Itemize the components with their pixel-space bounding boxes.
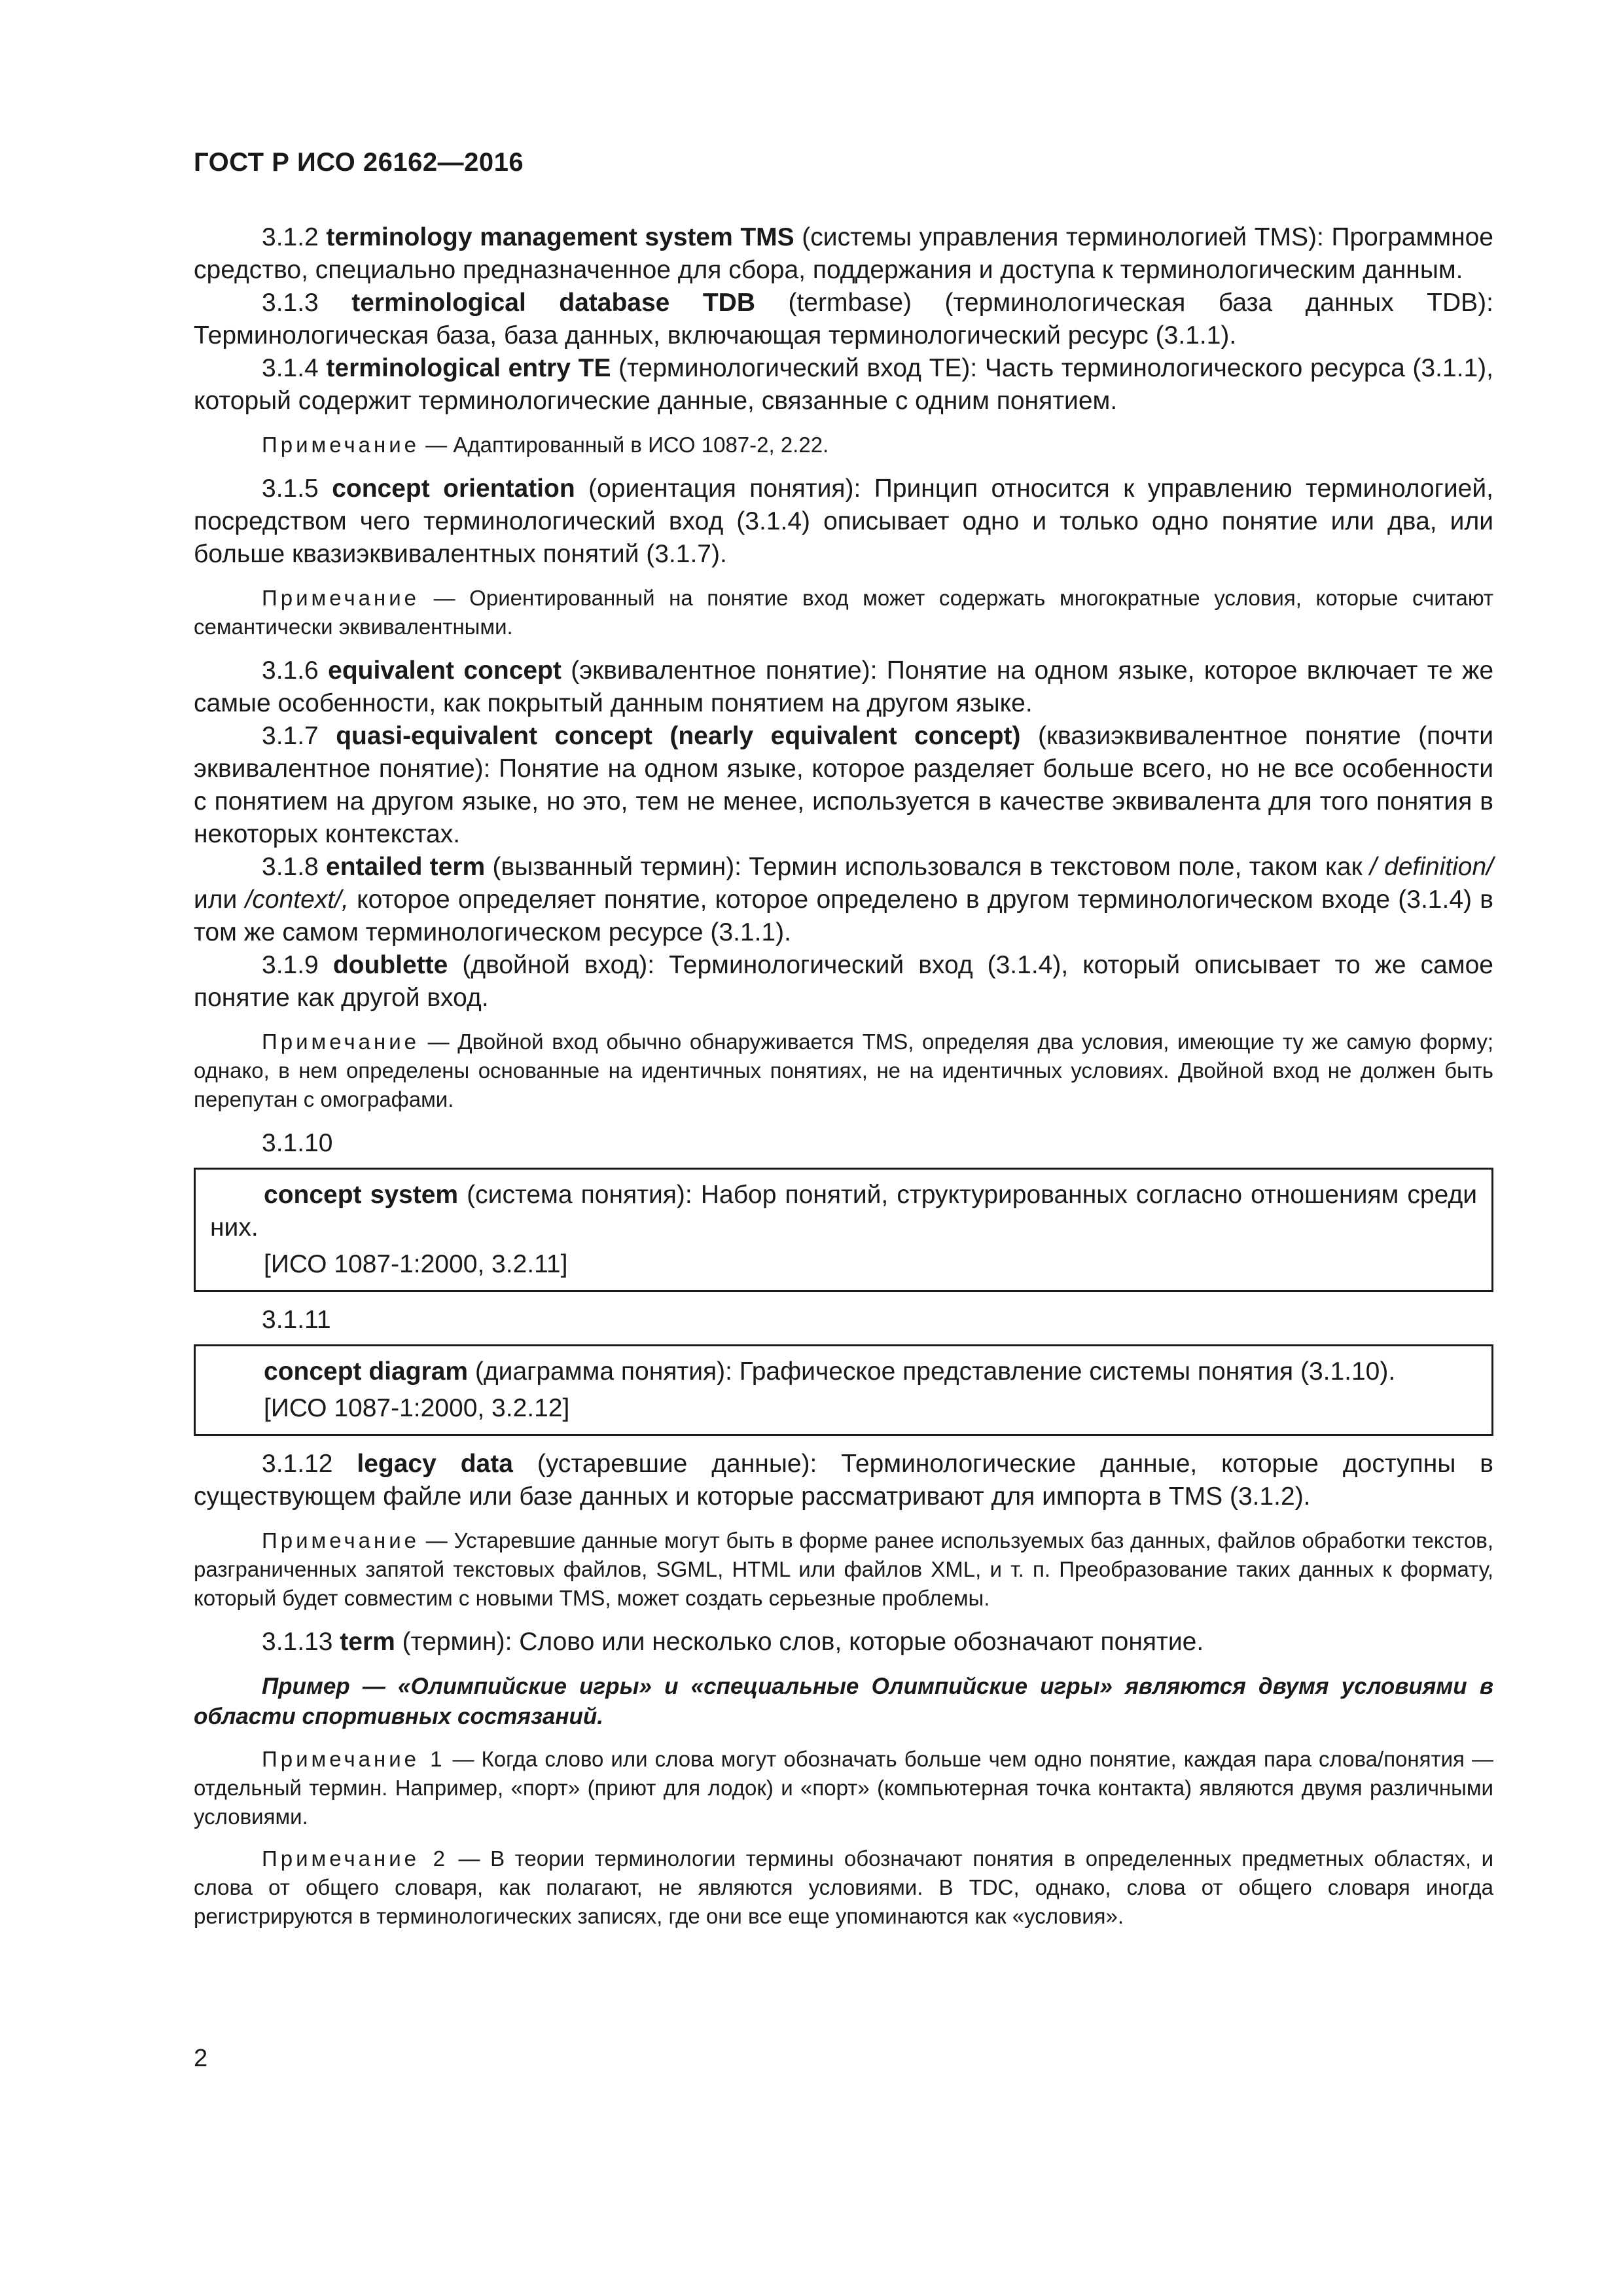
entry-definition: (ориентация понятия): Принцип относится к управлению терминологией, посредством чего терминологический вход (3.1.4) описывает одно и только одно понятие или два, или больше квазиэквивалентных понятий (3.1.7). [194,475,1493,568]
entry-definition-part: или [194,886,245,914]
note-label: Примечание [262,1030,420,1054]
note-text: — Устаревшие данные могут быть в форме ранее используемых баз данных, файлов обработки текстов, разграниченных запятой текстовых файлов, SGML, HTML или файлов XML, и т. п. Преобразование таких данных к формату, который будет совместим с новыми TMS, может создать серьезные проблемы. [194,1528,1493,1610]
entry-3-1-6 [194,655,1493,720]
entry-definition: (системы управления терминологией TMS): Программное средство, специально предназначенное для сбора, поддержания и доступа к терминологическим данным. [194,223,1493,284]
entry-definition: (система понятия): Набор понятий, структурированных согласно отношениям среди них. [210,1181,1477,1242]
entry-definition-part: (вызванный термин): Термин использовался в текстовом поле, таком как [485,853,1370,881]
entry-term: doublette [332,951,448,979]
entry-term: terminological entry TE [326,354,611,382]
entry-term: equivalent concept [328,656,562,685]
note-3-1-5 [194,584,1493,641]
boxed-entry-3-1-10 [194,1168,1493,1292]
note-1-3-1-13 [194,1745,1493,1831]
boxed-definition [210,1355,1477,1388]
entry-3-1-3 [194,287,1493,352]
entry-definition: (эквивалентное понятие): Понятие на одном языке, которое включает те же самые особенности, как покрытый данным понятием на другом языке. [194,656,1494,717]
boxed-entry-3-1-11 [194,1344,1493,1436]
note-2-3-1-13 [194,1844,1493,1931]
entry-number: 3.1.13 [262,1628,333,1656]
entry-definition: (устаревшие данные): Терминологические данные, которые доступны в существующем файле или базе данных и которые рассматривают для импорта в TMS (3.1.2). [194,1450,1494,1511]
entry-term: terminology management system TMS [326,223,794,251]
entry-3-1-4 [194,352,1493,418]
entry-number: 3.1.7 [262,722,319,750]
entry-term: term [340,1628,395,1656]
entry-number: 3.1.9 [262,951,319,979]
boxed-definition [210,1179,1477,1244]
page-number: 2 [194,2045,208,2072]
entry-term: concept orientation [332,475,575,503]
note-label: Примечание [262,586,420,610]
entry-number-3-1-11: 3.1.11 [262,1306,331,1334]
note-text: — В теории терминологии термины обозначают понятия в определенных предметных областях, и слова от общего словаря, как полагают, не являются условиями. В TDC, однако, слова от общего словаря иногда регистрируются в терминологических записях, где они все еще упоминаются как «условия». [194,1846,1493,1928]
entry-definition: (квазиэквивалентное понятие (почти эквивалентное понятие): Понятие на одном языке, которое разделяет больше всего, но не все особенности с понятием на другом языке, но это, тем не менее, используется в качестве эквивалента для того понятия в некоторых контекстах. [194,722,1493,848]
entry-italic-field: /context/, [245,886,349,914]
note-text: — Адаптированный в ИСО 1087-2, 2.22. [419,433,829,457]
entry-definition: (терминологический вход TE): Часть терминологического ресурса (3.1.1), который содержит терминологические данные, связанные с одним понятием. [194,354,1493,415]
entry-term: legacy data [357,1450,513,1478]
entry-number: 3.1.12 [262,1450,333,1478]
entry-3-1-13 [194,1626,1493,1659]
entry-3-1-5 [194,473,1493,571]
page-content [194,221,1493,1944]
note-3-1-4 [194,431,1493,459]
note-label: Примечание [262,433,420,457]
entry-number-3-1-10: 3.1.10 [262,1129,333,1157]
entry-3-1-8 [194,851,1493,949]
entry-definition-part: которое определяет понятие, которое определено в другом терминологическом входе (3.1.4) в том же самом терминологическом ресурсе (3.1.1). [194,886,1493,946]
entry-number: 3.1.8 [262,853,319,881]
note-text: — Двойной вход обычно обнаруживается TMS, определяя два условия, имеющие ту же самую форму; однако, в нем определены основанные на идентичных понятиях, не на идентичных условиях. Двойной вход не должен быть перепутан с омографами. [194,1030,1493,1111]
entry-number: 3.1.2 [262,223,319,251]
entry-term: quasi-equivalent concept (nearly equivalent concept) [336,722,1021,750]
note-label: Примечание 1 [262,1747,446,1771]
entry-definition: (двойной вход): Терминологический вход (3.1.4), который описывает то же самое понятие как другой вход. [194,951,1493,1012]
example-3-1-13: Пример — «Олимпийские игры» и «специальные Олимпийские игры» являются двумя условиями в области спортивных состязаний. [194,1674,1493,1729]
entry-term: entailed term [326,853,486,881]
entry-italic-field: / definition/ [1369,853,1493,881]
entry-number: 3.1.6 [262,656,319,685]
entry-number: 3.1.3 [262,289,319,317]
entry-term: terminological database TDB [351,289,755,317]
entry-3-1-7 [194,720,1493,851]
source-reference: [ИСО 1087-1:2000, 3.2.11] [264,1250,568,1278]
note-label: Примечание [262,1528,420,1552]
entry-3-1-2 [194,221,1493,287]
entry-definition: (термин): Слово или несколько слов, которые обозначают понятие. [395,1628,1204,1656]
note-3-1-12 [194,1526,1493,1613]
entry-number: 3.1.4 [262,354,319,382]
entry-term: concept system [264,1181,459,1209]
entry-number: 3.1.5 [262,475,319,503]
note-text: — Когда слово или слова могут обозначать больше чем одно понятие, каждая пара слова/понятия — отдельный термин. Например, «порт» (приют для лодок) и «порт» (компьютерная точка контакта) являются двумя различными условиями. [194,1747,1493,1829]
entry-term: concept diagram [264,1357,469,1386]
entry-definition: (termbase) (терминологическая база данных TDB): Терминологическая база, база данных, включающая терминологический ресурс (3.1.1). [194,289,1493,350]
entry-definition: (диаграмма понятия): Графическое представление системы понятия (3.1.10). [468,1357,1396,1386]
page-header: ГОСТ Р ИСО 26162—2016 [194,148,524,177]
note-text: — Ориентированный на понятие вход может содержать многократные условия, которые считают семантически эквивалентными. [194,586,1493,639]
entry-3-1-12 [194,1448,1493,1513]
note-label: Примечание 2 [262,1846,448,1871]
note-3-1-9 [194,1028,1493,1114]
entry-3-1-9 [194,949,1493,1014]
source-reference: [ИСО 1087-1:2000, 3.2.12] [264,1394,570,1422]
